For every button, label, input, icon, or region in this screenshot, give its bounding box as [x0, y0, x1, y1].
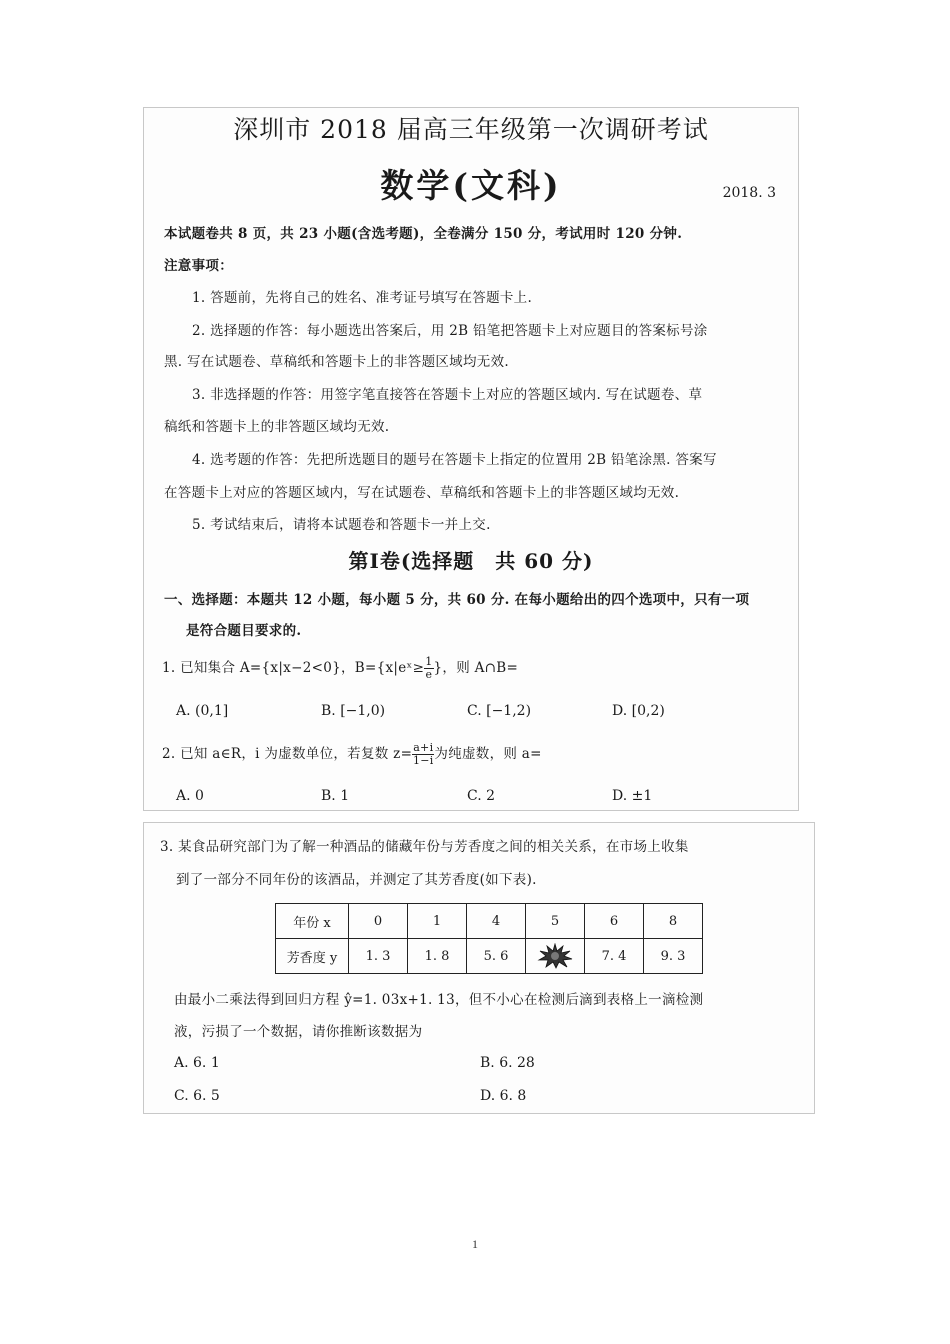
question-2-stem — [162, 742, 542, 767]
exam-subject: 数学(文科) — [380, 166, 562, 205]
table-cell: 9. 3 — [644, 939, 703, 974]
section-title: 第Ⅰ卷(选择题 共 60 分) — [348, 549, 594, 573]
table-cell: 5 — [526, 904, 585, 939]
question-3-continuation: 由最小二乘法得到回归方程 ŷ=1. 03x+1. 13，但不小心在检测后滴到表格上一滴检测 — [174, 992, 704, 1008]
question-2-text: 为纯虚数，则 a= — [434, 746, 542, 762]
table-cell: 1. 3 — [349, 939, 408, 974]
question-3-option-d: D. 6. 8 — [480, 1088, 527, 1104]
page-number: 1 — [472, 1237, 478, 1251]
table-cell: 5. 6 — [467, 939, 526, 974]
question-1-stem — [162, 656, 518, 681]
question-1-text: 1. 已知集合 A={x|x−2<0}，B={x|eˣ≥ — [162, 660, 425, 676]
fraction-numerator: a+i — [413, 741, 434, 754]
question-2-option-c: C. 2 — [467, 788, 496, 804]
table-cell: 8 — [644, 904, 703, 939]
table-cell: 7. 4 — [585, 939, 644, 974]
fraction-denominator: 1−i — [412, 754, 434, 767]
question-3-option-c: C. 6. 5 — [174, 1088, 220, 1104]
question-3-stem: 3. 某食品研究部门为了解一种酒品的储藏年份与芳香度之间的相关关系，在市场上收集 — [160, 839, 689, 855]
table-cell: 1. 8 — [408, 939, 467, 974]
rule-line: 1. 答题前，先将自己的姓名、准考证号填写在答题卡上. — [192, 290, 533, 306]
ink-blot-icon — [537, 943, 573, 969]
section-instruction: 是符合题目要求的. — [186, 623, 302, 639]
question-2-text: 2. 已知 a∈R，i 为虚数单位，若复数 z= — [162, 746, 413, 762]
rule-line: 3. 非选择题的作答：用签字笔直接答在答题卡上对应的答题区域内. 写在试题卷、草 — [192, 387, 703, 403]
table-row-label: 芳香度 y — [276, 939, 349, 974]
question-1-option-b: B. [−1,0) — [321, 703, 386, 719]
table-row-label: 年份 x — [276, 904, 349, 939]
rule-line: 4. 选考题的作答：先把所选题目的题号在答题卡上指定的位置用 2B 铅笔涂黑. 答案写 — [192, 452, 717, 468]
question-1-option-d: D. [0,2) — [612, 703, 665, 719]
question-2-option-b: B. 1 — [321, 788, 350, 804]
fraction — [412, 742, 434, 767]
question-3-stem: 到了一部分不同年份的该酒品，并测定了其芳香度(如下表). — [176, 872, 537, 888]
table-cell: 0 — [349, 904, 408, 939]
question-1-option-c: C. [−1,2) — [467, 703, 532, 719]
rule-line: 在答题卡上对应的答题区域内，写在试题卷、草稿纸和答题卡上的非答题区域均无效. — [164, 485, 680, 501]
question-3-option-a: A. 6. 1 — [174, 1055, 220, 1071]
question-2-option-d: D. ±1 — [612, 788, 653, 804]
question-2-option-a: A. 0 — [176, 788, 204, 804]
question-3-continuation: 液，污损了一个数据，请你推断该数据为 — [174, 1024, 423, 1040]
fraction-numerator: 1 — [425, 655, 433, 668]
table-row — [276, 939, 703, 974]
aroma-data-table — [275, 903, 703, 974]
exam-summary: 本试题卷共 8 页，共 23 小题(含选考题)，全卷满分 150 分，考试用时 120 分钟. — [164, 226, 683, 242]
exam-page-bottom-panel — [143, 822, 815, 1114]
ink-blot-cell — [526, 939, 585, 974]
table-cell: 6 — [585, 904, 644, 939]
question-3-option-b: B. 6. 28 — [480, 1055, 535, 1071]
table-cell: 4 — [467, 904, 526, 939]
notice-title: 注意事项： — [164, 258, 233, 274]
rule-line: 2. 选择题的作答：每小题选出答案后，用 2B 铅笔把答题卡上对应题目的答案标号涂 — [192, 323, 708, 339]
section-instruction: 一、选择题：本题共 12 小题，每小题 5 分，共 60 分. 在每小题给出的四个选项中，只有一项 — [164, 592, 750, 608]
fraction — [424, 656, 433, 681]
table-cell: 1 — [408, 904, 467, 939]
exam-date: 2018. 3 — [722, 185, 776, 201]
exam-page-top-panel — [143, 107, 799, 811]
rule-line: 5. 考试结束后，请将本试题卷和答题卡一并上交. — [192, 517, 491, 533]
rule-line: 稿纸和答题卡上的非答题区域均无效. — [164, 419, 390, 435]
question-1-text: }，则 A∩B= — [433, 660, 519, 676]
question-1-option-a: A. (0,1] — [176, 703, 229, 719]
fraction-denominator: e — [425, 668, 433, 681]
rule-line: 黑. 写在试题卷、草稿纸和答题卡上的非答题区域均无效. — [164, 354, 509, 370]
table-row — [276, 904, 703, 939]
exam-title: 深圳市 2018 届高三年级第一次调研考试 — [233, 115, 709, 144]
